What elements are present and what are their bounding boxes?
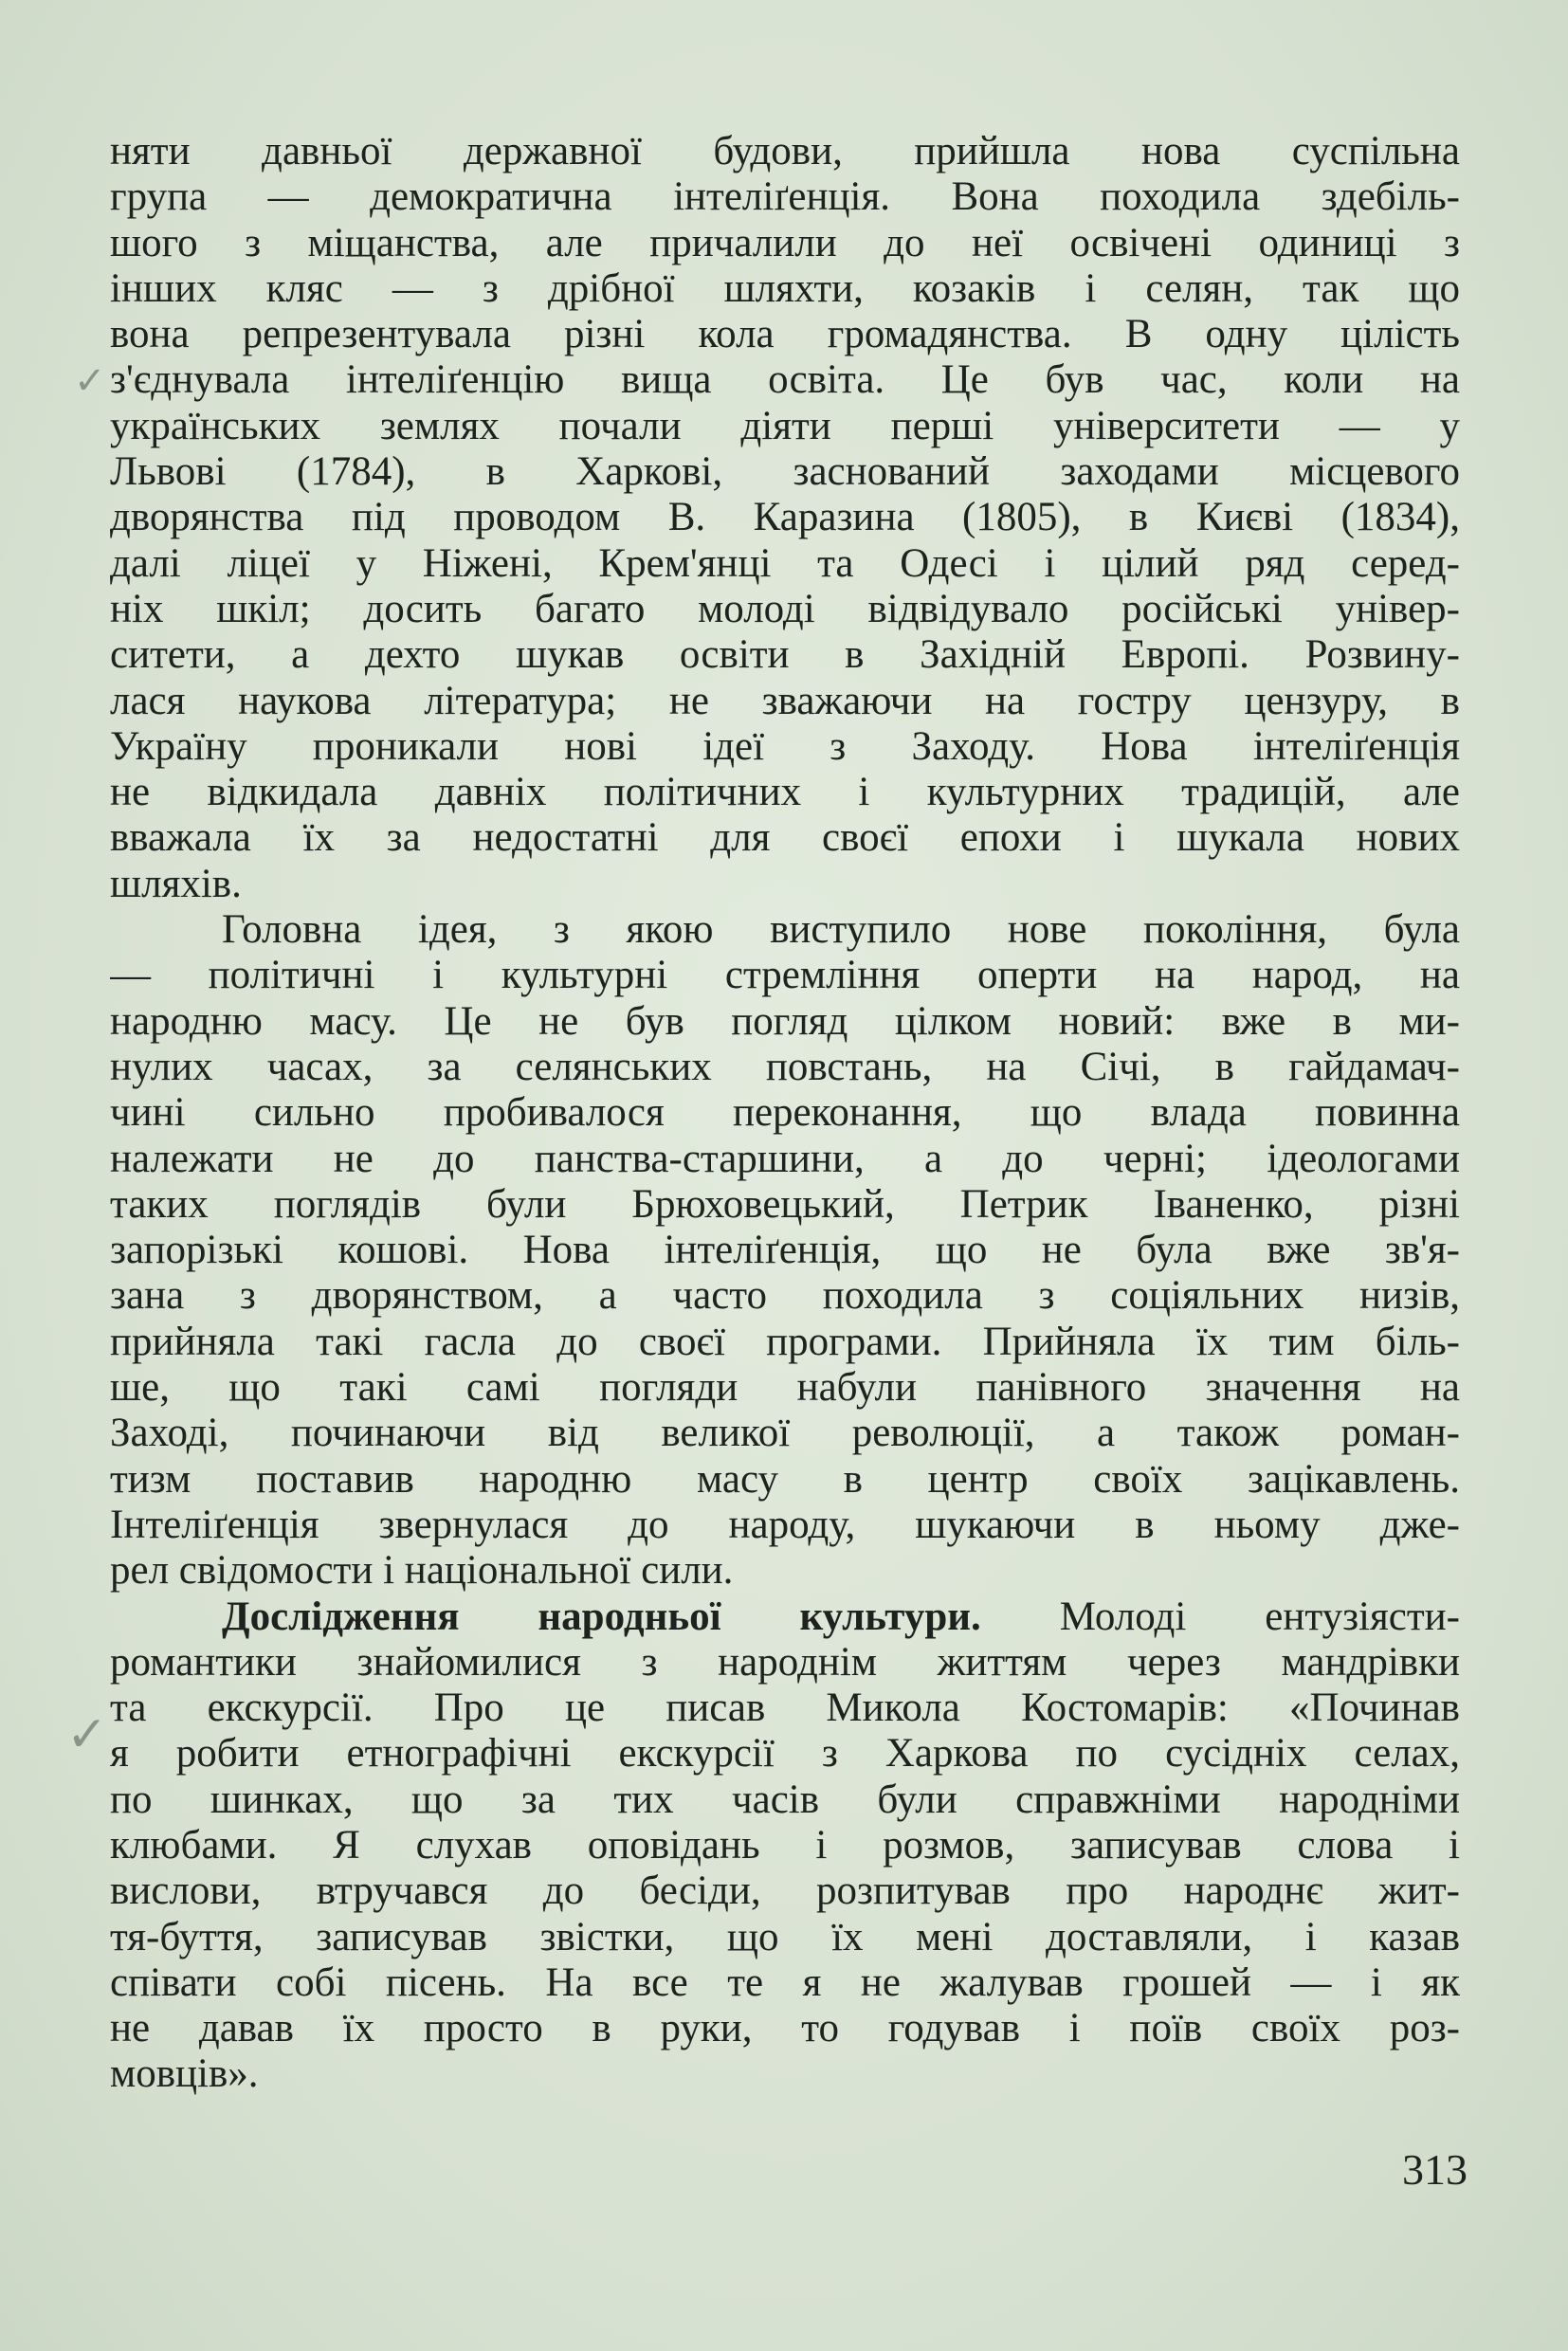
paragraph-2 — [110, 907, 1460, 1594]
text-line: шого з міщанства, але причалили до неї освічені одиниці з — [110, 220, 1460, 265]
text-line: з'єднувала інтеліґенцію вища освіта. Це був час, коли на — [110, 357, 1460, 403]
text-line: запорізькі кошові. Нова інтеліґенція, що не була вже зв'я- — [110, 1228, 1460, 1273]
margin-tick-mark: ✓ — [74, 359, 106, 402]
text-line: чині сильно пробивалося переконання, що влада повинна — [110, 1090, 1460, 1136]
text-line: належати не до панства-старшини, а до черні; ідеологами — [110, 1136, 1460, 1181]
heading-line-rest: Молоді ентузіясти- — [980, 1594, 1460, 1639]
text-line: зана з дворянством, а часто походила з соціяльних низів, — [110, 1273, 1460, 1319]
text-line: вислови, втручався до бесіди, розпитував про народнє жит- — [110, 1868, 1460, 1914]
text-line: вона репрезентувала різні кола громадянства. В одну цілість — [110, 312, 1460, 357]
text-line: Львові (1784), в Харкові, заснований заходами місцевого — [110, 449, 1460, 495]
text-line: ше, що такі самі погляди набули панівного значення на — [110, 1365, 1460, 1411]
paragraph-3 — [110, 1595, 1460, 2098]
text-line: та екскурсії. Про це писав Микола Костомарів: «Починав — [110, 1686, 1460, 1731]
text-line: клюбами. Я слухав оповідань і розмов, записував слова і — [110, 1822, 1460, 1868]
text-line: ніх шкіл; досить багато молоді відвідувало російські універ- — [110, 586, 1460, 631]
text-line: — політичні і культурні стремління оперти на народ, на — [110, 953, 1460, 998]
text-line: нулих часах, за селянських повстань, на Січі, в гайдамач- — [110, 1044, 1460, 1089]
page-number: 313 — [1402, 2145, 1468, 2194]
text-line: група — демократична інтеліґенція. Вона походила здебіль- — [110, 174, 1460, 220]
text-line: няти давньої державної будови, прийшла нова суспільна — [110, 129, 1460, 173]
text-line: Україну проникали нові ідеї з Заходу. Нова інтеліґенція — [110, 723, 1460, 769]
text-line: Інтеліґенція звернулася до народу, шукаючи в ньому дже- — [110, 1502, 1460, 1547]
text-line: мовців». — [110, 2051, 259, 2097]
text-line: лася наукова література; не зважаючи на гостру цензуру, в — [110, 678, 1460, 723]
text-line: по шинках, що за тих часів були справжніми народніми — [110, 1777, 1460, 1822]
text-line: таких поглядів були Брюховецький, Петрик Іваненко, різні — [110, 1181, 1460, 1227]
text-line: інших кляс — з дрібної шляхти, козаків і селян, так що — [110, 265, 1460, 311]
text-line: співати собі пісень. На все те я не жалував грошей — і як — [110, 1959, 1460, 2005]
section-heading: Дослідження народньої культури. — [222, 1594, 981, 1639]
text-line: рел свідомости і національної сили. — [110, 1548, 734, 1594]
text-line: вважала їх за недостатні для своєї епохи і шукала нових — [110, 815, 1460, 861]
margin-tick-mark: ✓ — [66, 1708, 108, 1762]
text-line: я робити етнографічні екскурсії з Харкова по сусідніх селах, — [110, 1731, 1460, 1777]
text-line: дворянства під проводом В. Каразина (1805), в Києві (1834), — [110, 495, 1460, 540]
text-line: далі ліцеї у Ніжені, Крем'янці та Одесі і цілий ряд серед- — [110, 540, 1460, 586]
text-line: не відкидала давніх політичних і культурних традицій, але — [110, 770, 1460, 815]
text-line: шляхів. — [110, 861, 242, 906]
text-line: тя-буття, записував звістки, що їх мені доставляли, і казав — [110, 1914, 1460, 1959]
text-line: Заході, починаючи від великої революції, а також роман- — [110, 1411, 1460, 1456]
text-line: тизм поставив народню масу в центр своїх зацікавлень. — [110, 1456, 1460, 1502]
text-line: не давав їх просто в руки, то годував і поїв своїх роз- — [110, 2006, 1460, 2051]
body-text — [110, 129, 1460, 2098]
text-line: романтики знайомилися з народнім життям через мандрівки — [110, 1639, 1460, 1685]
text-line: ситети, а дехто шукав освіти в Західній Европі. Розвину- — [110, 632, 1460, 678]
text-line: українських землях почали діяти перші університети — у — [110, 403, 1460, 448]
text-line: прийняла такі гасла до своєї програми. Прийняла їх тим біль- — [110, 1319, 1460, 1364]
text-line — [110, 1595, 1460, 1640]
paragraph-1 — [110, 129, 1460, 907]
text-line: народню масу. Це не був погляд цілком новий: вже в ми- — [110, 998, 1460, 1044]
text-line: Головна ідея, з якою виступило нове покоління, була — [222, 907, 1460, 953]
